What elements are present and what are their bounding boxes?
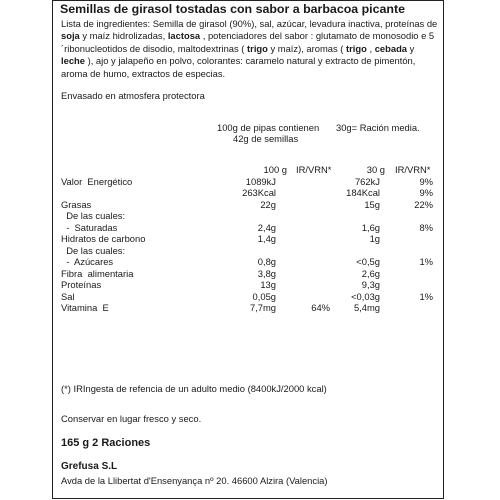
nutrient-ir-30g: 9% (419, 187, 433, 198)
company-address: Avda de la Llibertat d'Ensenyança nº 20. 46600 Alzira (Valencia) (61, 475, 328, 486)
nutrient-name: De las cuales: (61, 210, 126, 221)
ingredients-list (61, 18, 439, 80)
nutrient-value-100g: 3,8g (257, 268, 276, 279)
nutrient-value-30g: 762kJ (354, 176, 380, 187)
product-title: Semillas de girasol tostadas con sabor a barbacoa picante (60, 2, 405, 16)
nutrient-ir-30g: 8% (419, 222, 433, 233)
ingredients-text: , (366, 42, 375, 54)
column-header-100g: 100 g (263, 164, 287, 175)
nutrient-value-30g: 1,6g (361, 222, 380, 233)
footnote: (*) IRIngesta de refencia de un adulto medio (8400kJ/2000 kcal) (61, 383, 327, 394)
nutrient-value-30g: 5,4mg (353, 302, 380, 313)
nutrient-name: - Azúcares (61, 256, 114, 267)
allergen-term: soja (61, 30, 80, 42)
nutrient-value-100g: 0,8g (257, 256, 276, 267)
nutrient-name: Fibra alimentaria (61, 268, 134, 279)
column-header-irvrn-2: IR/VRN* (395, 164, 431, 175)
company-name: Grefusa S.L (61, 461, 118, 472)
nutrient-value-100g: 7,7mg (249, 302, 276, 313)
nutrient-value-30g: 2,6g (361, 268, 380, 279)
column-header-30g: 30 g (366, 164, 385, 175)
ingredients-text: y (407, 42, 415, 54)
nutrient-name: Sal (61, 291, 75, 302)
serving-header-line2: 42g de semillas (233, 133, 299, 144)
allergen-term: trigo (346, 42, 367, 54)
allergen-term: lactosa (167, 30, 201, 42)
allergen-term: cebada (374, 42, 408, 54)
storage-instructions: Conservar en lugar fresco y seco. (61, 413, 202, 424)
ingredients-text: , potenciadores del sabor : glutamato de monosodio e 5´ribonucleotidos de disodio, maltodextrinas ( (61, 30, 435, 54)
column-header-irvrn: IR/VRN* (296, 164, 332, 175)
ingredients-text: Lista de ingredientes: Semilla de girasol (90%), sal, azúcar, levadura inactiva, proteínas de (61, 18, 438, 29)
nutrient-value-30g: 9,3g (361, 279, 380, 290)
nutrient-value-100g: 2,4g (257, 222, 276, 233)
nutrient-name: Valor Energético (61, 176, 133, 187)
nutrient-name: Vitamina E (61, 302, 109, 313)
packaging-note: Envasado en atmosfera protectora (61, 90, 205, 101)
nutrient-name: Grasas (61, 199, 92, 210)
nutrient-ir-30g: 9% (419, 176, 433, 187)
net-weight: 165 g 2 Raciones (61, 437, 151, 449)
serving-header-line1: 100g de pipas contienen (217, 122, 320, 133)
nutrient-name: - Saturadas (61, 222, 118, 233)
nutrient-value-100g: 13g (260, 279, 276, 290)
nutrient-value-100g: 1,4g (257, 233, 276, 244)
nutrient-value-100g: 22g (260, 199, 276, 210)
nutrient-value-30g: 1g (369, 233, 380, 244)
nutrient-name: Proteínas (61, 279, 102, 290)
ingredients-text: y maíz), aromas ( (267, 42, 347, 54)
nutrient-ir-30g: 22% (414, 199, 433, 210)
ingredients-text: y maíz hidrolizadas, (79, 30, 168, 42)
nutrient-value-100g: 263Kcal (242, 187, 276, 198)
nutrient-ir-100g: 64% (311, 302, 330, 313)
ingredients-text: ), ajo y jalapeño en polvo, colorantes: caramelo natural y extracto de pimentón, aroma de humo, extractos de especias. (61, 55, 416, 79)
nutrient-ir-30g: 1% (419, 256, 433, 267)
nutrient-value-100g: 0,05g (252, 291, 276, 302)
nutrient-ir-30g: 1% (419, 291, 433, 302)
nutrient-value-30g: 15g (364, 199, 380, 210)
allergen-term: leche (61, 55, 85, 67)
nutrient-value-30g: <0,5g (356, 256, 380, 267)
nutrient-name: De las cuales: (61, 245, 126, 256)
allergen-term: trigo (247, 42, 268, 54)
nutrient-value-100g: 1089kJ (245, 176, 276, 187)
nutrient-name: Hidratos de carbono (61, 233, 146, 244)
nutrient-value-30g: 184Kcal (346, 187, 380, 198)
serving-header-portion: 30g= Ración media. (336, 122, 420, 133)
nutrient-value-30g: <0,03g (351, 291, 380, 302)
